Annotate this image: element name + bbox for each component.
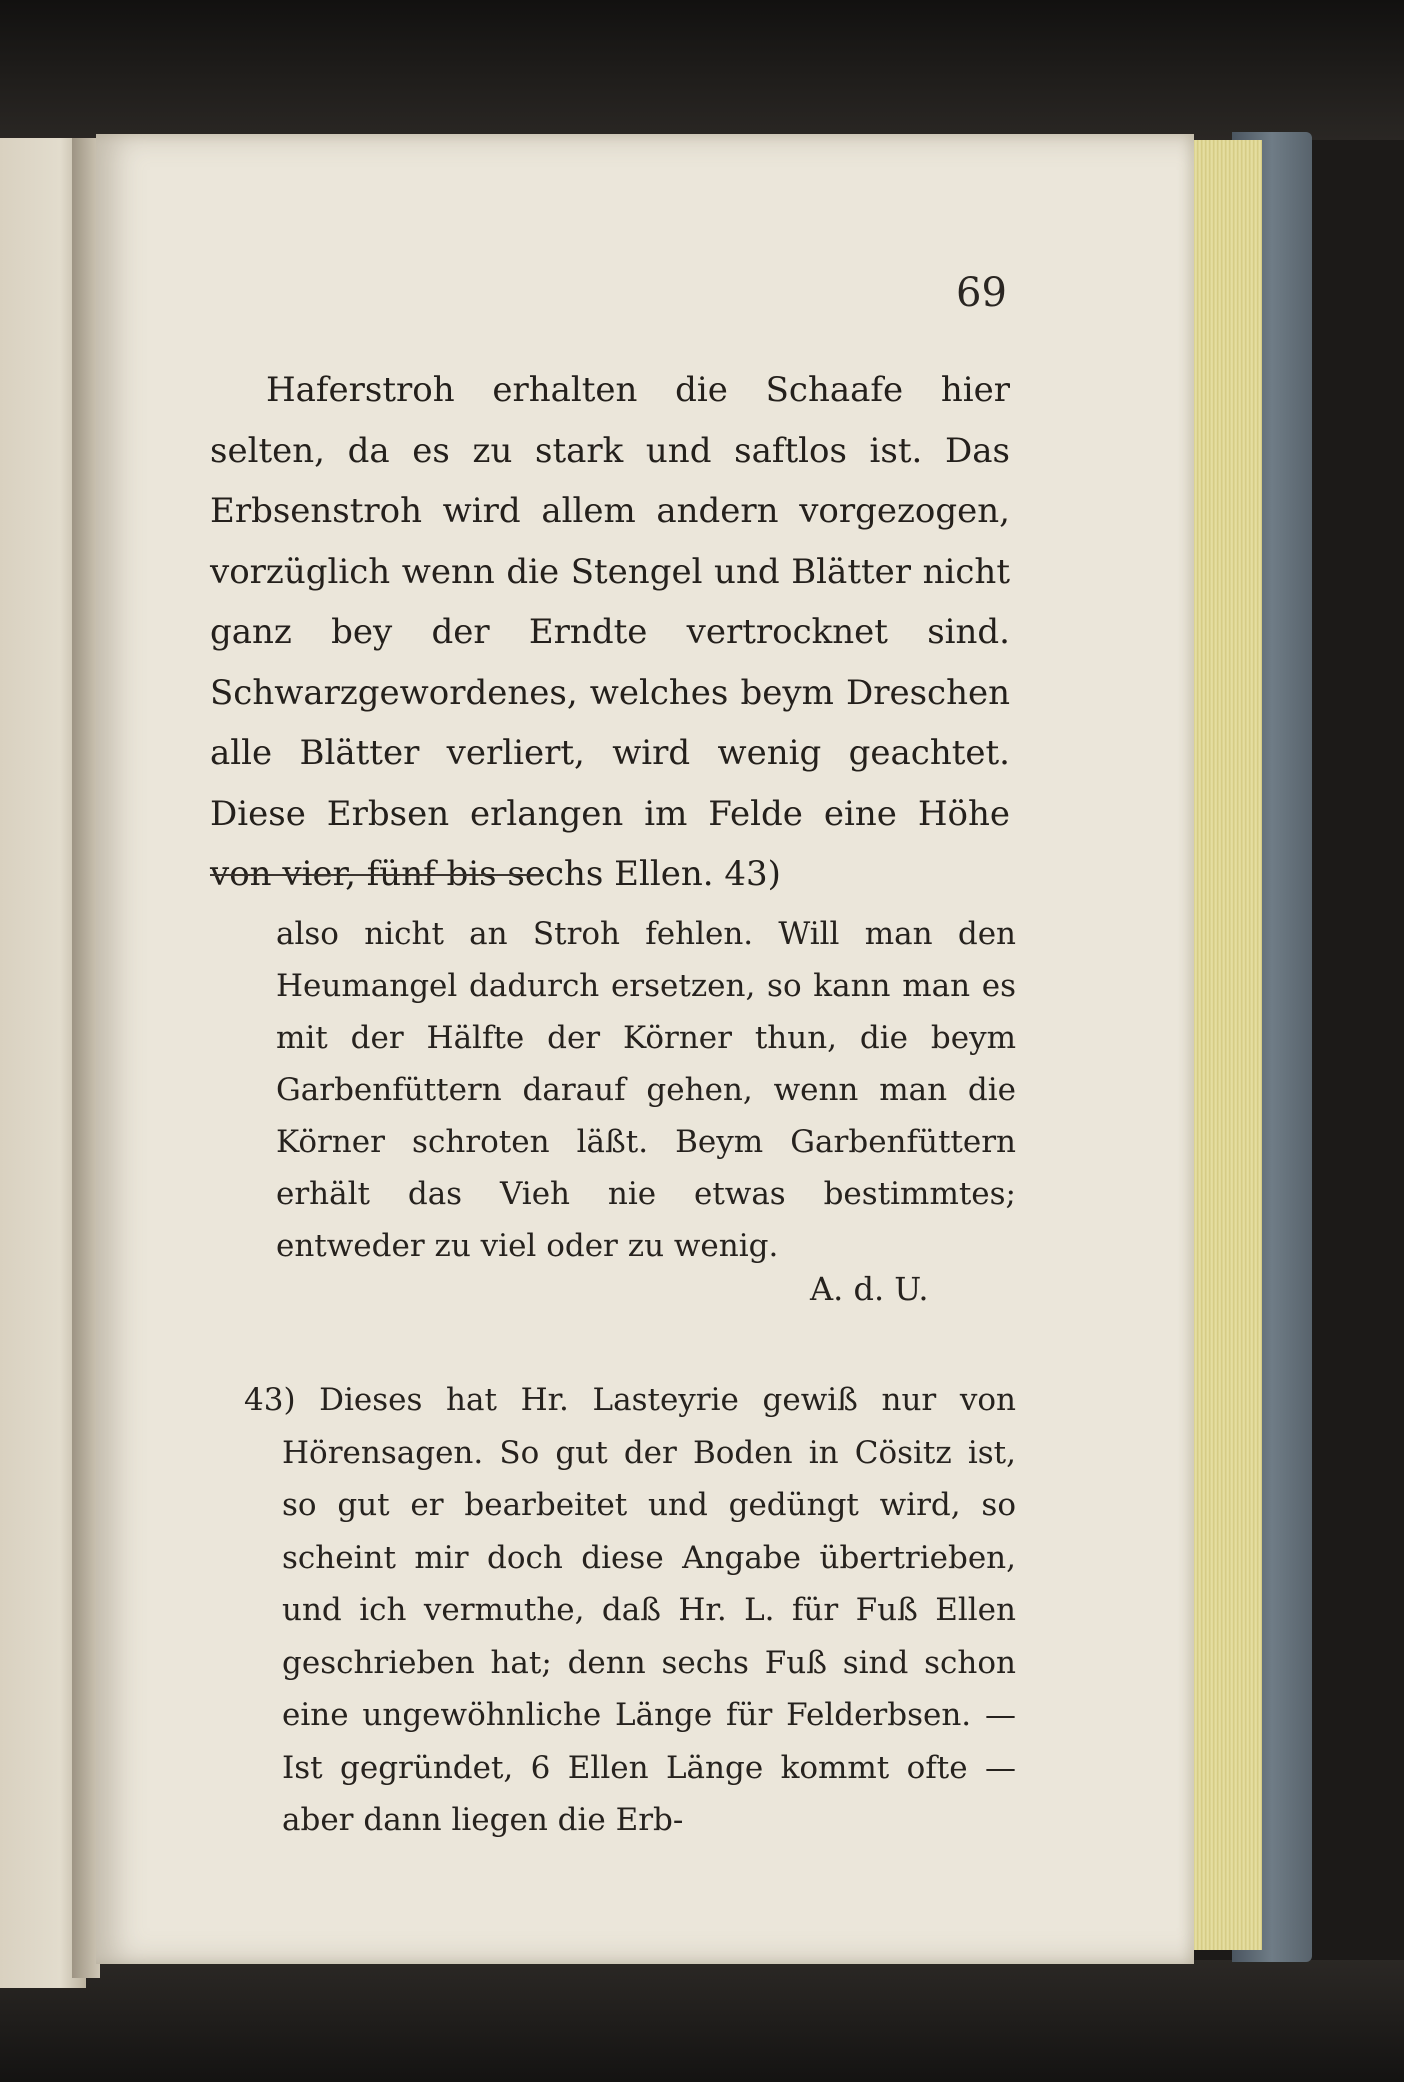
footnote-signature: A. d. U. (810, 1270, 929, 1308)
footnote-continued-block (276, 908, 1016, 1272)
top-background (0, 0, 1404, 140)
main-paragraph: Haferstroh erhalten die Schaafe hier selten, da es zu stark und saftlos ist. Das Erbsenstroh wird allem andern vorgezogen, vorzüglich wenn die Stengel und Blätter nicht ganz bey der Erndte vertrocknet sind. Schwarzgewordenes, welches beym Dreschen alle Blätter verliert, wird wenig geachtet. Diese Erbsen erlangen im Felde eine Höhe von vier, fünf bis sechs Ellen. 43) (210, 370, 1010, 894)
footnote-43-text: 43) Dieses hat Hr. Lasteyrie gewiß nur von Hörensagen. So gut der Boden in Cösitz ist, so gut er bearbeitet und gedüngt wird, so scheint mir doch diese Angabe übertrieben, und ich vermuthe, daß Hr. L. für Fuß Ellen geschrieben hat; denn sechs Fuß sind schon eine ungewöhnliche Länge für Felderbsen. — Ist gegründet, 6 Ellen Länge kommt ofte — aber dann liegen die Erb- (244, 1382, 1016, 1838)
bottom-background (0, 1960, 1404, 2082)
page-block-edges (1182, 140, 1262, 1950)
footnote-43-block (244, 1374, 1016, 1847)
footnote-rule (210, 874, 544, 876)
footnote-continued-text: also nicht an Stroh fehlen. Will man den Heumangel dadurch ersetzen, so kann man es mit der Hälfte der Körner thun, die beym Garbenfüttern darauf gehen, wenn man die Körner schroten läßt. Beym Garbenfüttern erhält das Vieh nie etwas bestimmtes; entweder zu viel oder zu wenig. (276, 916, 1016, 1264)
main-text-block (210, 360, 1010, 905)
page-number: 69 (956, 270, 1007, 316)
